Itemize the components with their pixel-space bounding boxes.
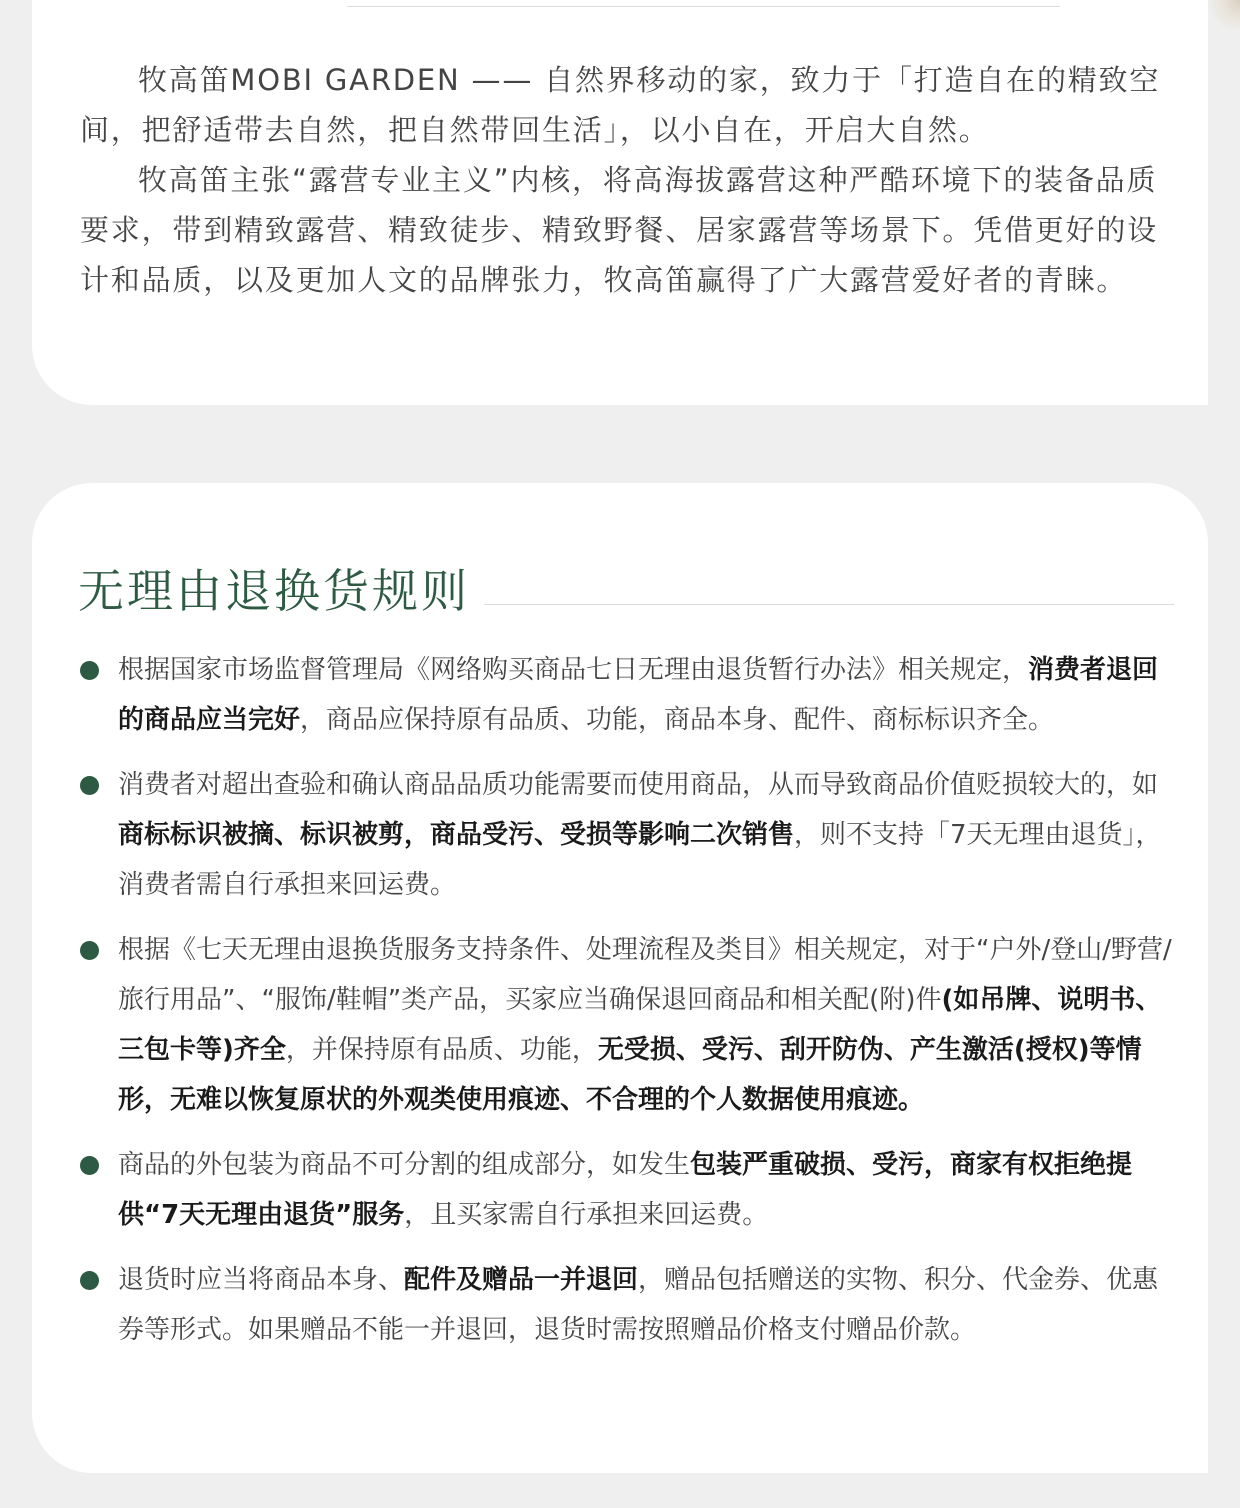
rule-text: ，则不支持「7天无理由退货」，消费者需自行承担来回运费。: [118, 820, 1162, 900]
corner-decoration: [1208, 0, 1240, 30]
title-divider: [484, 604, 1174, 605]
rule-text: ，并保持原有品质、功能，: [285, 1035, 598, 1065]
rule-text: 商品的外包装为商品不可分割的组成部分，如发生: [118, 1150, 691, 1180]
rule-item: [80, 1255, 1175, 1355]
rule-list: [80, 645, 1175, 1370]
section-title: 无理由退换货规则: [78, 564, 470, 618]
about-card: [32, 0, 1208, 405]
rule-text: 根据《七天无理由退换货服务支持条件、处理流程及类目》相关规定，对于“户外/登山/野营/旅行用品”、“服饰/鞋帽”类产品，买家应当确保退回商品和相关配(附)件: [118, 935, 1172, 1015]
rule-text: ，赠品包括赠送的实物、积分、代金券、优惠券等形式。如果赠品不能一并退回，退货时需按照赠品价格支付赠品价款。: [118, 1265, 1159, 1345]
bullet-icon: [80, 941, 99, 960]
bullet-icon: [80, 1156, 99, 1175]
about-text: [80, 55, 1170, 305]
rule-text: ，且买家需自行承担来回运费。: [404, 1200, 769, 1230]
rule-text: 根据国家市场监督管理局《网络购买商品七日无理由退货暂行办法》相关规定，: [118, 655, 1029, 685]
rule-item: [80, 645, 1175, 745]
rule-emphasis: 配件及赠品一并退回: [404, 1265, 639, 1295]
bullet-icon: [80, 1271, 99, 1290]
bullet-icon: [80, 776, 99, 795]
title-divider: [347, 6, 1060, 7]
rule-item: [80, 1140, 1175, 1240]
rule-text: 退货时应当将商品本身、: [118, 1265, 405, 1295]
bullet-icon: [80, 661, 99, 680]
rule-emphasis: (如吊牌、说明书、三包卡等)齐全: [118, 985, 1162, 1065]
about-paragraph-1: 牧高笛MOBI GARDEN —— 自然界移动的家，致力于「打造自在的精致空间，把舒适带去自然，把自然带回生活」，以小自在，开启大自然。: [80, 63, 1161, 147]
rule-emphasis: 消费者退回的商品应当完好: [118, 655, 1159, 735]
return-rules-card: [32, 483, 1208, 1473]
rule-item: [80, 925, 1175, 1125]
rule-emphasis: 商标标识被摘、标识被剪，商品受污、受损等影响二次销售: [118, 820, 795, 850]
about-paragraph-2: 牧高笛主张“露营专业主义”内核，将高海拔露营这种严酷环境下的装备品质要求，带到精致露营、精致徒步、精致野餐、居家露营等场景下。凭借更好的设计和品质，以及更加人文的品牌张力，牧高笛赢得了广大露营爱好者的青睐。: [80, 163, 1159, 297]
rule-text: 消费者对超出查验和确认商品品质功能需要而使用商品，从而导致商品价值贬损较大的，如: [118, 770, 1159, 800]
rule-emphasis: 无受损、受污、刮开防伪、产生激活(授权)等情形，无难以恢复原状的外观类使用痕迹、不合理的个人数据使用痕迹。: [118, 1035, 1142, 1115]
rule-item: [80, 760, 1175, 910]
rule-text: ，商品应保持原有品质、功能，商品本身、配件、商标标识齐全。: [300, 705, 1055, 735]
rule-emphasis: 包装严重破损、受污，商家有权拒绝提供“7天无理由退货”服务: [118, 1150, 1133, 1230]
